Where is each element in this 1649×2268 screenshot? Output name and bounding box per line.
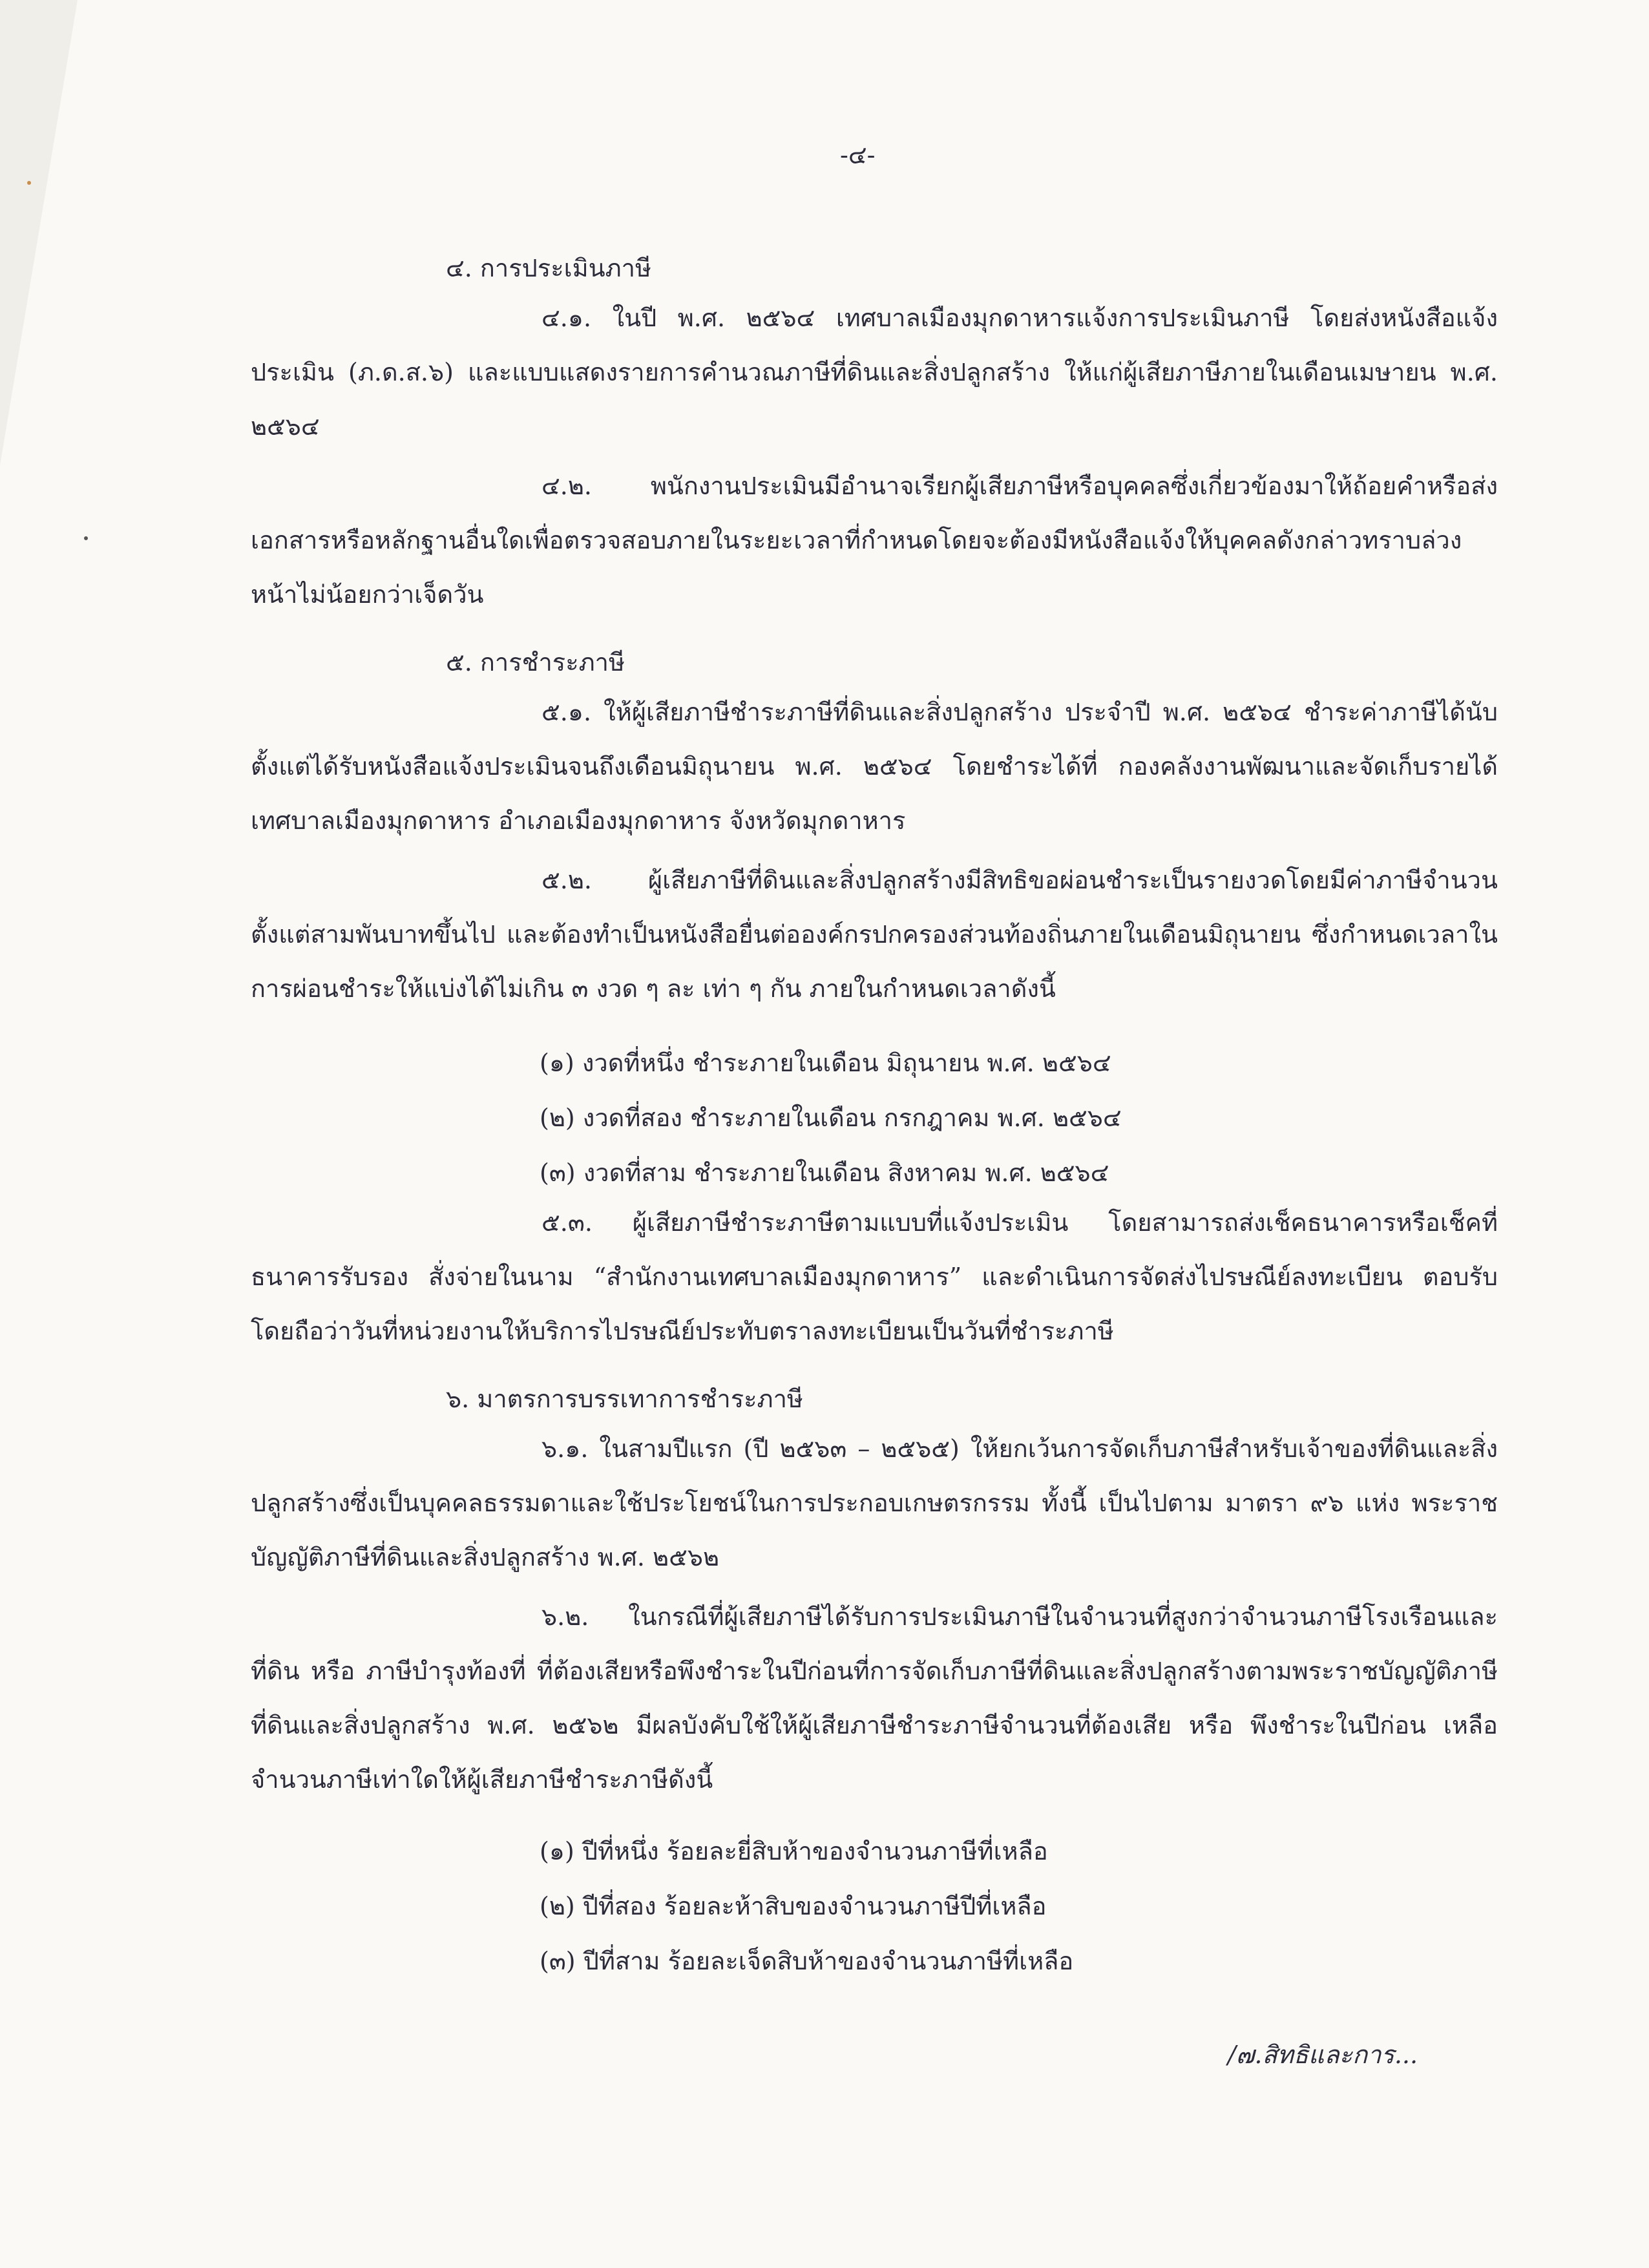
list-item: (๒) ปีที่สอง ร้อยละห้าสิบของจำนวนภาษีปีที่เหลือ — [540, 1892, 1047, 1920]
scan-speck — [84, 536, 88, 540]
section-5-1-paragraph: ๕.๑. ให้ผู้เสียภาษีชำระภาษีที่ดินและสิ่งปลูกสร้าง ประจำปี พ.ศ. ๒๕๖๔ ชำระค่าภาษีได้นับตั้งแต่ได้รับหนังสือแจ้งประเมินจนถึงเดือนมิถุนายน พ.ศ. ๒๕๖๔ โดยชำระได้ที่ กองคลังงานพัฒนาและจัดเก็บรายได้ เทศบาลเมืองมุกดาหาร อำเภอเมืองมุกดาหาร จังหวัดมุกดาหาร — [251, 698, 1498, 835]
list-item: (๓) ปีที่สาม ร้อยละเจ็ดสิบห้าของจำนวนภาษีที่เหลือ — [540, 1947, 1074, 1975]
list-item: (๓) งวดที่สาม ชำระภายในเดือน สิงหาคม พ.ศ. ๒๕๖๔ — [540, 1159, 1109, 1187]
section-5-3-paragraph: ๕.๓. ผู้เสียภาษีชำระภาษีตามแบบที่แจ้งประเมิน โดยสามารถส่งเช็คธนาคารหรือเช็คที่ธนาคารรับรอง สั่งจ่ายในนาม “สำนักงานเทศบาลเมืองมุกดาหาร” และดำเนินการจัดส่งไปรษณีย์ลงทะเบียน ตอบรับ โดยถือว่าวันที่หน่วยงานให้บริการไปรษณีย์ประทับตราลงทะเบียนเป็นวันที่ชำระภาษี — [251, 1208, 1498, 1345]
section-4-1-paragraph: ๔.๑. ในปี พ.ศ. ๒๕๖๔ เทศบาลเมืองมุกดาหารแจ้งการประเมินภาษี โดยส่งหนังสือแจ้งประเมิน (ภ.ด.ส.๖) และแบบแสดงรายการคำนวณภาษีที่ดินและสิ่งปลูกสร้าง ให้แก่ผู้เสียภาษีภายในเดือนเมษายน พ.ศ. ๒๕๖๔ — [251, 304, 1498, 441]
list-item: (๑) ปีที่หนึ่ง ร้อยละยี่สิบห้าของจำนวนภาษีที่เหลือ — [540, 1837, 1048, 1865]
section-6-2-paragraph: ๖.๒. ในกรณีที่ผู้เสียภาษีได้รับการประเมินภาษีในจำนวนที่สูงกว่าจำนวนภาษีโรงเรือนและที่ดิน หรือ ภาษีบำรุงท้องที่ ที่ต้องเสียหรือพึงชำระในปีก่อนที่การจัดเก็บภาษีที่ดินและสิ่งปลูกสร้างตามพระราชบัญญัติภาษีที่ดินและสิ่งปลูกสร้าง พ.ศ. ๒๕๖๒ มีผลบังคับใช้ให้ผู้เสียภาษีชำระภาษีจำนวนที่ต้องเสีย หรือ พึงชำระในปีก่อน เหลือจำนวนภาษีเท่าใดให้ผู้เสียภาษีชำระภาษีดังนี้ — [251, 1602, 1498, 1794]
page-number: -๔- — [840, 141, 876, 169]
list-item: (๑) งวดที่หนึ่ง ชำระภายในเดือน มิถุนายน พ.ศ. ๒๕๖๔ — [540, 1049, 1111, 1077]
section-5-heading: ๕. การชำระภาษี — [446, 648, 625, 677]
continuation-footer: /๗.สิทธิและการ... — [1228, 2041, 1418, 2069]
section-6-1-paragraph: ๖.๑. ในสามปีแรก (ปี ๒๕๖๓ – ๒๕๖๕) ให้ยกเว้นการจัดเก็บภาษีสำหรับเจ้าของที่ดินและสิ่งปลูกสร้างซึ่งเป็นบุคคลธรรมดาและใช้ประโยชน์ในการประกอบเกษตรกรรม ทั้งนี้ เป็นไปตาม มาตรา ๙๖ แห่ง พระราชบัญญัติภาษีที่ดินและสิ่งปลูกสร้าง พ.ศ. ๒๕๖๒ — [251, 1434, 1498, 1571]
list-item: (๒) งวดที่สอง ชำระภายในเดือน กรกฎาคม พ.ศ. ๒๕๖๔ — [540, 1104, 1122, 1132]
scan-speck — [27, 181, 31, 185]
section-6-heading: ๖. มาตรการบรรเทาการชำระภาษี — [446, 1385, 803, 1413]
page-fold-shadow — [0, 0, 78, 465]
section-4-heading: ๔. การประเมินภาษี — [446, 254, 652, 282]
section-5-2-paragraph: ๕.๒. ผู้เสียภาษีที่ดินและสิ่งปลูกสร้างมีสิทธิขอผ่อนชำระเป็นรายงวดโดยมีค่าภาษีจำนวนตั้งแต่สามพันบาทขึ้นไป และต้องทำเป็นหนังสือยื่นต่อองค์กรปกครองส่วนท้องถิ่นภายในเดือนมิถุนายน ซึ่งกำหนดเวลาในการผ่อนชำระให้แบ่งได้ไม่เกิน ๓ งวด ๆ ละ เท่า ๆ กัน ภายในกำหนดเวลาดังนี้ — [251, 866, 1498, 1003]
section-4-2-paragraph: ๔.๒. พนักงานประเมินมีอำนาจเรียกผู้เสียภาษีหรือบุคคลซึ่งเกี่ยวข้องมาให้ถ้อยคำหรือส่งเอกสารหรือหลักฐานอื่นใดเพื่อตรวจสอบภายในระยะเวลาที่กำหนดโดยจะต้องมีหนังสือแจ้งให้บุคคลดังกล่าวทราบล่วงหน้าไม่น้อยกว่าเจ็ดวัน — [251, 472, 1498, 609]
